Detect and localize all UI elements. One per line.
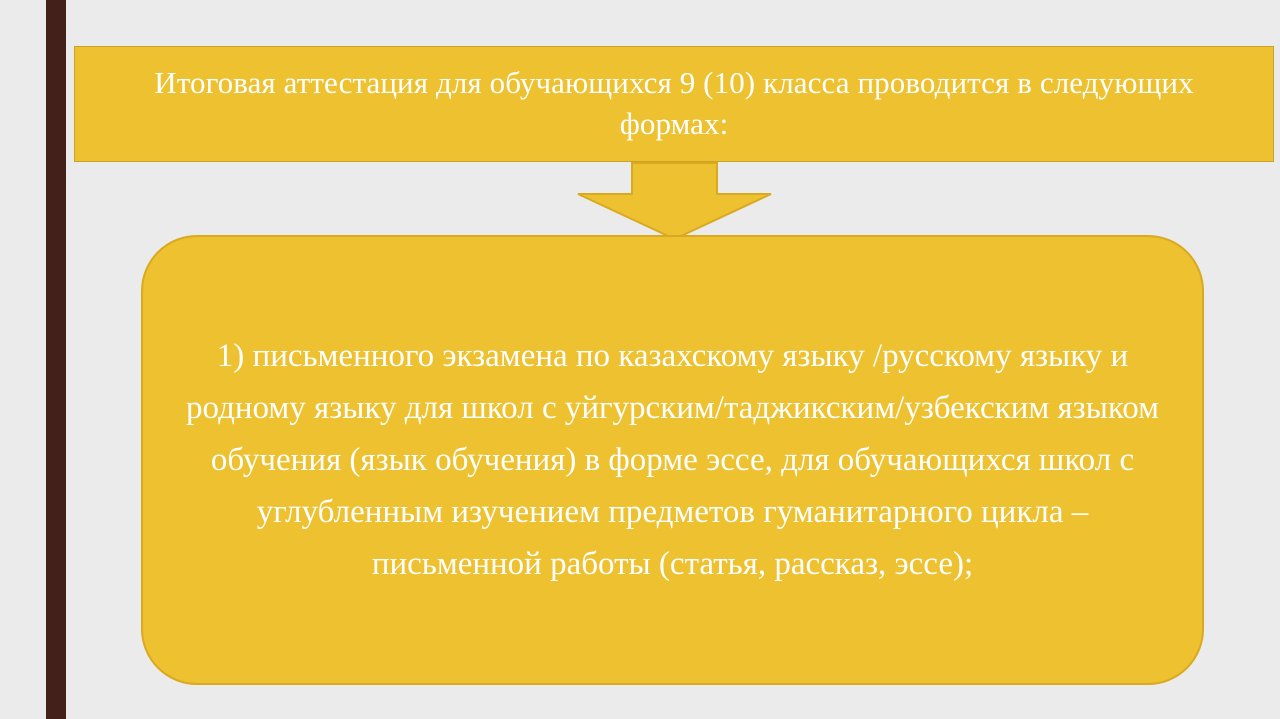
left-accent-bar [46, 0, 66, 719]
arrow-down-icon [577, 162, 772, 240]
slide-content-area [66, 0, 1280, 719]
slide-title: Итоговая аттестация для обучающихся 9 (10) класса проводится в следующих формах: [154, 65, 1194, 141]
title-banner [74, 46, 1274, 162]
content-box [141, 235, 1204, 685]
left-margin-strip [0, 0, 46, 719]
content-text: 1) письменного экзамена по казахскому языку /русскому языку и родному языку для школ с уйгурским/таджикским/узбекским языком обучения (язык обучения) в форме эссе, для обучающихся школ с углубленным изучением предметов гуманитарного цикла – письменной работы (статья, рассказ, эссе); [186, 337, 1159, 583]
